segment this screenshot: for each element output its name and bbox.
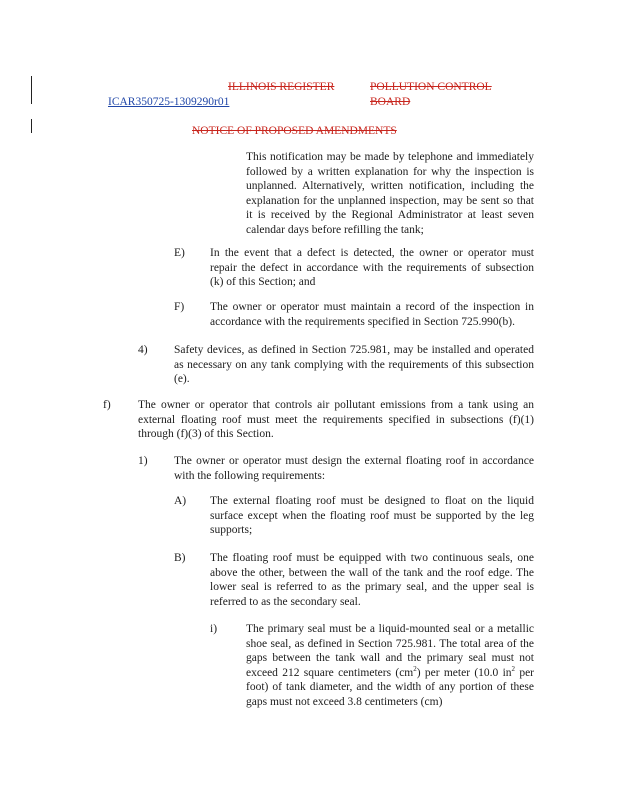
item-B-label: B) <box>174 552 186 564</box>
item-1-text: The owner or operator must design the external floating roof in accordance with the following requirements: <box>174 455 534 482</box>
header-board-struck: POLLUTION CONTROL BOARD <box>370 81 492 108</box>
item-i-text-a: The primary seal must be a liquid-mounted seal or a metallic shoe seal, as defined in Section 725.981. The total area of the gaps between the tank wall and the primary seal must not exceed 212 square centimeters (cm <box>246 623 534 679</box>
item-E-text: In the event that a defect is detected, the owner or operator must repair the defect in accordance with the requirements of subsection (k) of this Section; and <box>210 247 534 289</box>
item-B-text: The floating roof must be equipped with two continuous seals, one above the other, between the wall of the tank and the roof edge. The lower seal is referred to as the primary seal, and the upper seal is referred to as the secondary seal. <box>210 552 534 608</box>
item-E-label: E) <box>174 247 185 259</box>
item-i-sup-b: 2 <box>511 664 516 673</box>
item-4-label: 4) <box>138 344 148 356</box>
item-i-label: i) <box>210 623 218 635</box>
change-bar <box>31 76 32 104</box>
header-register-struck: ILLINOIS REGISTER <box>228 81 335 93</box>
item-F-text: The owner or operator must maintain a record of the inspection in accordance with the requirements specified in Section 725.990(b). <box>210 301 534 328</box>
intro-paragraph: This notification may be made by telephone and immediately followed by a written explanation for why the inspection is unplanned. Alternatively, written notification, including the explanation for the unplanned inspection, may be sent so that it is received by the Regional Administrator at least seven calendar days before refilling the tank; <box>246 151 534 236</box>
item-F-label: F) <box>174 301 185 313</box>
item-i-text <box>246 622 534 710</box>
item-1-label: 1) <box>138 455 148 467</box>
header-code-inserted: ICAR350725-1309290r01 <box>108 96 230 108</box>
item-i-text-c: per foot) of tank diameter, and the width of any portion of these gaps must not exceed 3.8 centimeters (cm) <box>246 666 535 708</box>
item-4-text: Safety devices, as defined in Section 725.981, may be installed and operated as necessary on any tank complying with the requirements of this subsection (e). <box>174 344 534 386</box>
item-i-text-b: ) per meter (10.0 in <box>416 666 512 679</box>
header-notice: NOTICE OF PROPOSED AMENDMENTS <box>192 125 397 137</box>
change-bar <box>31 119 32 133</box>
item-A-text: The external floating roof must be designed to float on the liquid surface except when the floating roof must be supported by the leg supports; <box>210 495 534 537</box>
item-A-label: A) <box>174 495 187 507</box>
item-f-text: The owner or operator that controls air pollutant emissions from a tank using an external floating roof must meet the requirements specified in subsections (f)(1) through (f)(3) of this Section. <box>138 399 534 441</box>
item-f-label: f) <box>103 399 111 411</box>
header-code-line <box>65 95 229 109</box>
item-i-sup-a: 2 <box>413 664 417 673</box>
